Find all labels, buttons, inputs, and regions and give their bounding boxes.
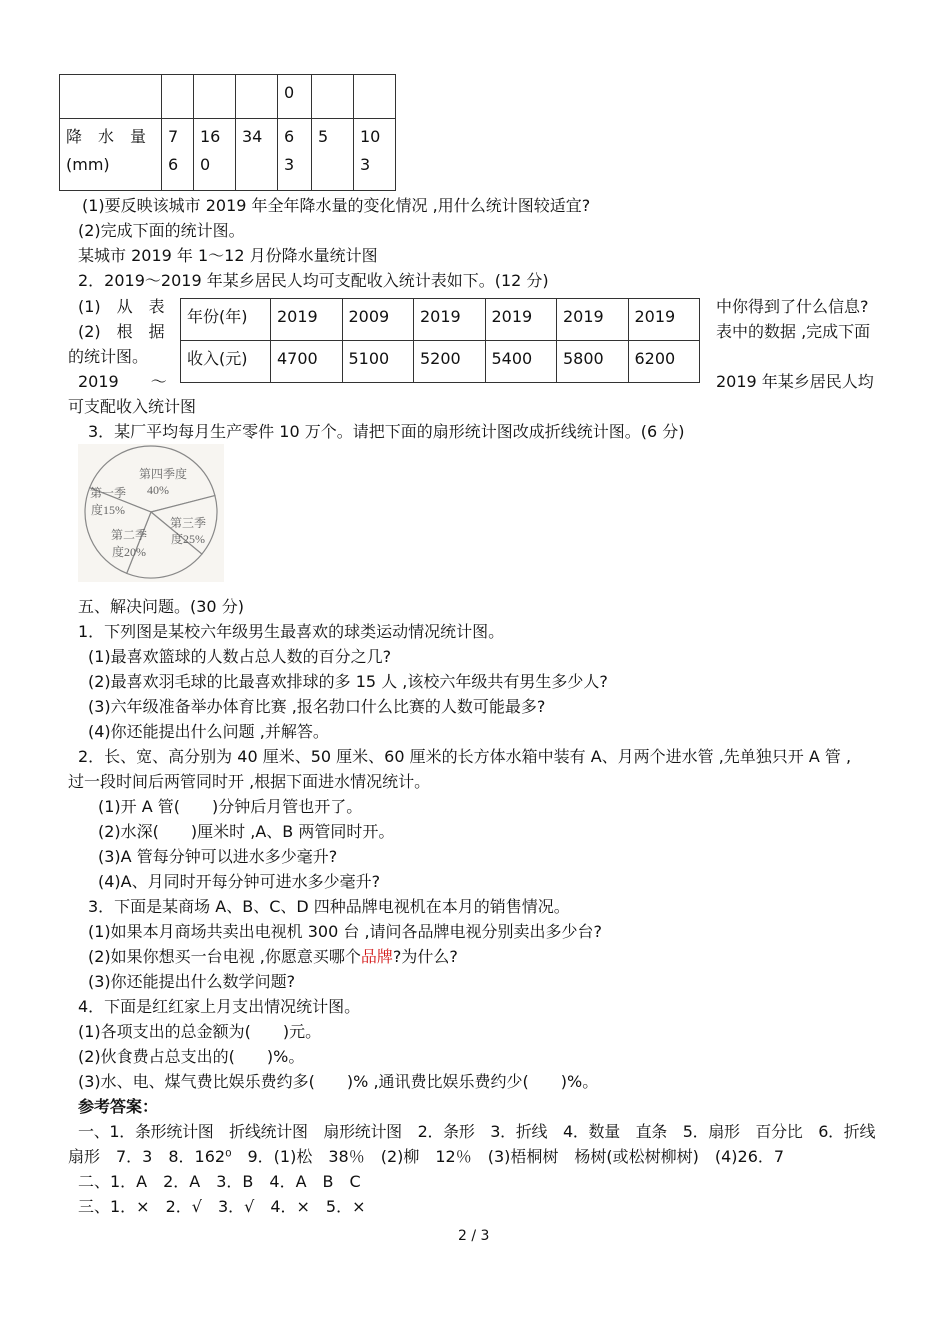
question-text: (1)要反映该城市 2019 年全年降水量的变化情况 ,用什么统计图较适宜? xyxy=(82,196,591,215)
question-text: (2)如果你想买一台电视 ,你愿意买哪个品牌?为什么? xyxy=(88,947,458,966)
table-header-cell: 2019 xyxy=(271,299,343,341)
table-cell: 5 xyxy=(312,119,354,191)
question-title: 1．下列图是某校六年级男生最喜欢的球类运动情况统计图。 xyxy=(78,622,505,641)
table-header-cell: 2019 xyxy=(628,299,700,341)
question-title: 2．长、宽、高分别为 40 厘米、50 厘米、60 厘米的长方体水箱中装有 A、月两个进水管 ,先单独只开 A 管 , xyxy=(78,747,852,766)
question-text: 的统计图。 xyxy=(68,347,149,366)
answer-line: 一、1．条形统计图 折线统计图 扇形统计图 2．条形 3．折线 4．数量 直条 5．扇形 百分比 6．折线 xyxy=(78,1122,876,1141)
table-cell xyxy=(354,75,396,119)
question-text: (2)伙食费占总支出的( )%。 xyxy=(78,1047,305,1066)
table-header-cell: 年份(年) xyxy=(181,299,271,341)
pie-chart-svg xyxy=(78,444,224,582)
question-text: 中你得到了什么信息? xyxy=(716,297,869,316)
page-number: 2 / 3 xyxy=(458,1228,490,1244)
table-header-cell: 2019 xyxy=(557,299,629,341)
question-text: 2019 年某乡居民人均 xyxy=(716,372,874,391)
pie-label-q2-value: 度20% xyxy=(112,545,146,559)
question-text: (1)如果本月商场共卖出电视机 300 台 ,请问各品牌电视分别卖出多少台? xyxy=(88,922,603,941)
pie-label-q3-name: 第三季 xyxy=(169,516,207,530)
table-cell: 16 0 xyxy=(194,119,236,191)
question-title: 3．某厂平均每月生产零件 10 万个。请把下面的扇形统计图改成折线统计图。(6 分) xyxy=(88,422,685,441)
table-cell xyxy=(236,75,278,119)
question-text: 表中的数据 ,完成下面 xyxy=(716,322,871,341)
question-title: 4．下面是红红家上月支出情况统计图。 xyxy=(78,997,361,1016)
question-text: (4)A、月同时开每分钟可进水多少毫升? xyxy=(98,872,381,891)
table-cell xyxy=(162,75,194,119)
question-text: 2019 ～ xyxy=(78,372,167,391)
table-cell: 5200 xyxy=(414,341,486,383)
answers-title: 参考答案： xyxy=(78,1097,159,1116)
question-text: (3)你还能提出什么数学问题? xyxy=(88,972,296,991)
table-header-cell: 2009 xyxy=(342,299,414,341)
rainfall-table xyxy=(59,74,396,191)
question-text: (4)你还能提出什么问题 ,并解答。 xyxy=(88,722,329,741)
highlight-text: 品牌 xyxy=(360,947,393,966)
table-cell: 4700 xyxy=(271,341,343,383)
pie-label-q1-name: 第一季 xyxy=(89,486,127,500)
question-text: (2)完成下面的统计图。 xyxy=(78,221,245,240)
pie-label-q2-name: 第二季 xyxy=(110,528,148,542)
pie-label-q4-value: 40% xyxy=(147,483,169,497)
question-text: (2) 根 据 xyxy=(78,322,165,341)
chart-title-text: 某城市 2019 年 1～12 月份降水量统计图 xyxy=(78,246,378,265)
question-title: 过一段时间后两管同时开 ,根据下面进水情况统计。 xyxy=(68,772,431,791)
table-cell: 6200 xyxy=(628,341,700,383)
answer-line: 二、1．A 2．A 3．B 4．A B C xyxy=(78,1172,361,1191)
question-text: (2)最喜欢羽毛球的比最喜欢排球的多 15 人 ,该校六年级共有男生多少人? xyxy=(88,672,608,691)
question-text: (1)开 A 管( )分钟后月管也开了。 xyxy=(98,797,363,816)
table-header-cell: 2019 xyxy=(414,299,486,341)
answer-line: 三、1．× 2．√ 3．√ 4．× 5．× xyxy=(78,1197,366,1216)
table-cell xyxy=(312,75,354,119)
question-text: (3)水、电、煤气费比娱乐费约多( )% ,通讯费比娱乐费约少( )%。 xyxy=(78,1072,599,1091)
pie-label-q1-value: 度15% xyxy=(91,503,125,517)
question-title: 3．下面是某商场 A、B、C、D 四种品牌电视机在本月的销售情况。 xyxy=(88,897,570,916)
section-title: 五、解决问题。(30 分) xyxy=(78,597,244,616)
pie-chart xyxy=(78,444,224,582)
table-cell: 10 3 xyxy=(354,119,396,191)
table-cell: 6 3 xyxy=(278,119,312,191)
table-row-label: 降 水 量 (mm) xyxy=(60,119,162,191)
table-cell: 5800 xyxy=(557,341,629,383)
question-title: 2．2019～2019 年某乡居民人均可支配收入统计表如下。(12 分) xyxy=(78,271,549,290)
answer-line: 扇形 7．3 8．162⁰ 9．(1)松 38％ (2)柳 12％ (3)梧桐树 杨树(或松树柳树) (4)26．7 xyxy=(68,1147,785,1166)
question-text: (1)最喜欢篮球的人数占总人数的百分之几? xyxy=(88,647,392,666)
table-cell: 0 xyxy=(278,75,312,119)
table-cell xyxy=(194,75,236,119)
table-cell: 收入(元) xyxy=(181,341,271,383)
table-cell xyxy=(60,75,162,119)
pie-label-q3-value: 度25% xyxy=(171,532,205,546)
table-cell: 5100 xyxy=(342,341,414,383)
table-cell: 34 xyxy=(236,119,278,191)
income-table xyxy=(180,298,700,383)
question-text: 可支配收入统计图 xyxy=(68,397,197,416)
question-text: (3)A 管每分钟可以进水多少毫升? xyxy=(98,847,338,866)
question-text: (3)六年级准备举办体育比赛 ,报名勃口什么比赛的人数可能最多? xyxy=(88,697,546,716)
question-text: (1) 从 表 xyxy=(78,297,165,316)
table-header-cell: 2019 xyxy=(485,299,557,341)
pie-label-q4-name: 第四季度 xyxy=(138,467,188,481)
table-cell: 5400 xyxy=(485,341,557,383)
question-text: (2)水深( )厘米时 ,A、B 两管同时开。 xyxy=(98,822,395,841)
question-text: (1)各项支出的总金额为( )元。 xyxy=(78,1022,322,1041)
table-cell: 7 6 xyxy=(162,119,194,191)
